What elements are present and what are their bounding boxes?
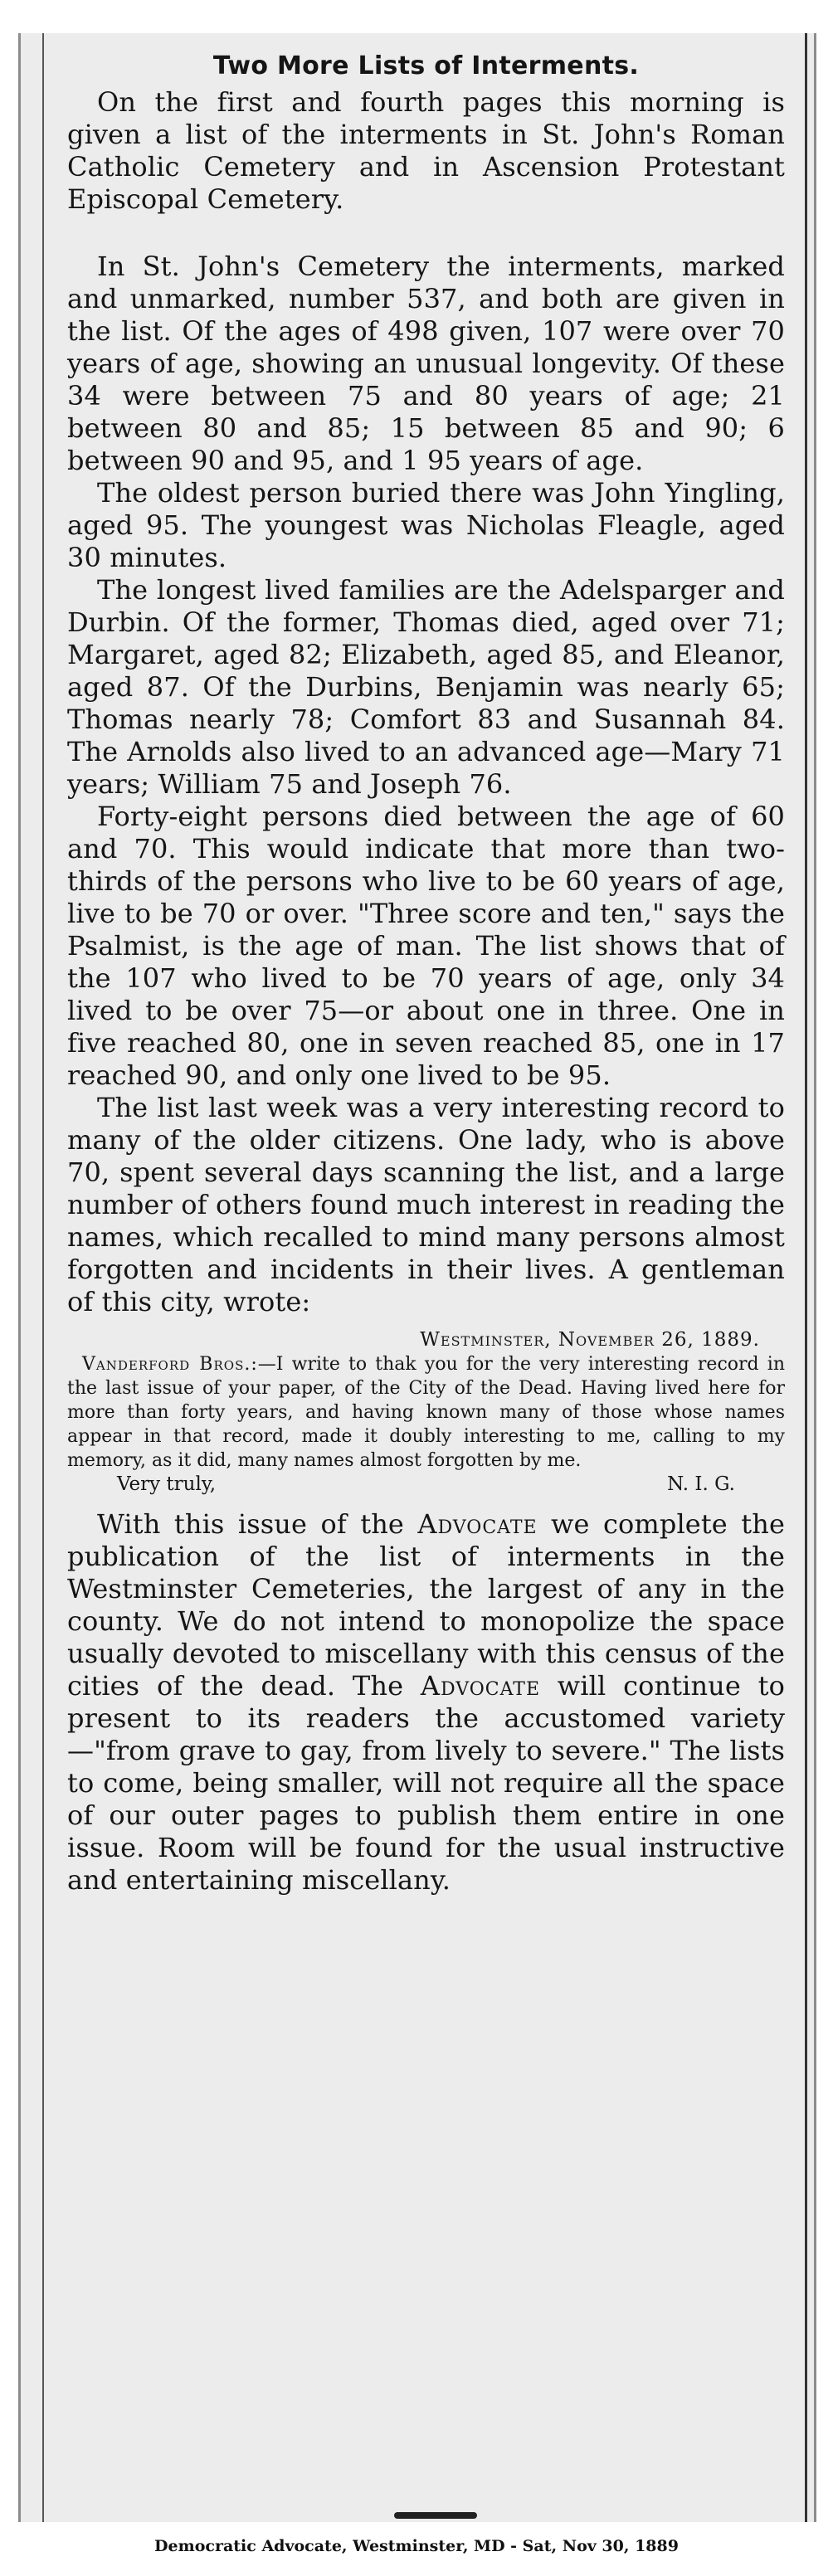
letter-signoff <box>67 1473 785 1497</box>
closing-text-before: With this issue of the <box>97 1508 418 1540</box>
article-paragraph: The longest lived families are the Adelsparger and Durbin. Of the former, Thomas died, aged over 71; Margaret, aged 82; Elizabeth, aged 85, and Eleanor, aged 87. Of the Durbins, Benjamin was nearly 65; Thomas nearly 78; Comfort 83 and Susannah 84. The Arnolds also lived to an advanced age—Mary 71 years; William 75 and Joseph 76. <box>67 574 785 800</box>
source-caption: Democratic Advocate, Westminster, MD - Sat, Nov 30, 1889 <box>154 2537 679 2555</box>
closing-text-after: will continue to present to its readers the accustomed variety —"from grave to gay, from lively to severe." The lists to come, being smaller, will not require all the space of our outer pages to publish them entire in one issue. Room will be found for the usual instructive and entertaining miscellany. <box>67 1670 785 1896</box>
paper-name: Advocate <box>420 1670 541 1702</box>
bottom-ornament <box>394 2512 477 2519</box>
article-paragraph: Forty-eight persons died between the age of 60 and 70. This would indicate that more than two-thirds of the persons who live to be 60 years of age, live to be 70 or over. "Three score and ten," says the Psalmist, is the age of man. The list shows that of the 107 who lived to be 70 years of age, only 34 lived to be over 75—or about one in three. One in five reached 80, one in seven reached 85, one in 17 reached 90, and only one lived to be 95. <box>67 801 785 1091</box>
column-rule-left <box>42 33 44 2522</box>
quoted-letter <box>67 1328 785 1497</box>
article-headline: Two More Lists of Interments. <box>212 51 640 80</box>
article-paragraph-closing <box>67 1508 785 1897</box>
article-paragraph: On the first and fourth pages this morning is given a list of the interments in St. John's Roman Catholic Cemetery and in Ascension Protestant Episcopal Cemetery. <box>67 86 785 215</box>
paper-name: Advocate <box>417 1508 538 1540</box>
letter-closing: Very truly, <box>117 1473 217 1495</box>
letter-salutation: Vanderford Bros.: <box>82 1354 258 1375</box>
letter-body-block <box>67 1352 785 1473</box>
closing-text-middle: we complete the publication of the list of interments in the Westminster Cemeteries, the largest of any in the county. We do not intend to monopolize the space usually devoted to miscellany with this census of the cities of the dead. The <box>67 1508 785 1702</box>
letter-dateline: Westminster, November 26, 1889. <box>420 1329 760 1351</box>
letter-body: —I write to thak you for the very interesting record in the last issue of your paper, of the City of the Dead. Having lived here for more than forty years, and having known many of those whose names appear in that record, made it doubly interesting to me, calling to my memory, as it did, many names almost forgotten by me. <box>67 1354 785 1471</box>
article-column <box>67 51 785 1897</box>
article-paragraph: In St. John's Cemetery the interments, marked and unmarked, number 537, and both are given in the list. Of the ages of 498 given, 107 were over 70 years of age, showing an unusual longevity. Of these 34 were between 75 and 80 years of age; 21 between 80 and 85; 15 between 85 and 90; 6 between 90 and 95, and 1 95 years of age. <box>67 251 785 476</box>
article-paragraph: The list last week was a very interesting record to many of the older citizens. One lady, who is above 70, spent several days scanning the list, and a large number of others found much interest in reading the names, which recalled to mind many persons almost forgotten and incidents in their lives. A gentleman of this city, wrote: <box>67 1092 785 1317</box>
letter-signature: N. I. G. <box>667 1473 735 1495</box>
newspaper-clipping <box>18 33 816 2522</box>
article-paragraph: The oldest person buried there was John Yingling, aged 95. The youngest was Nicholas Fleagle, aged 30 minutes. <box>67 477 785 573</box>
column-rule-right <box>805 33 807 2522</box>
